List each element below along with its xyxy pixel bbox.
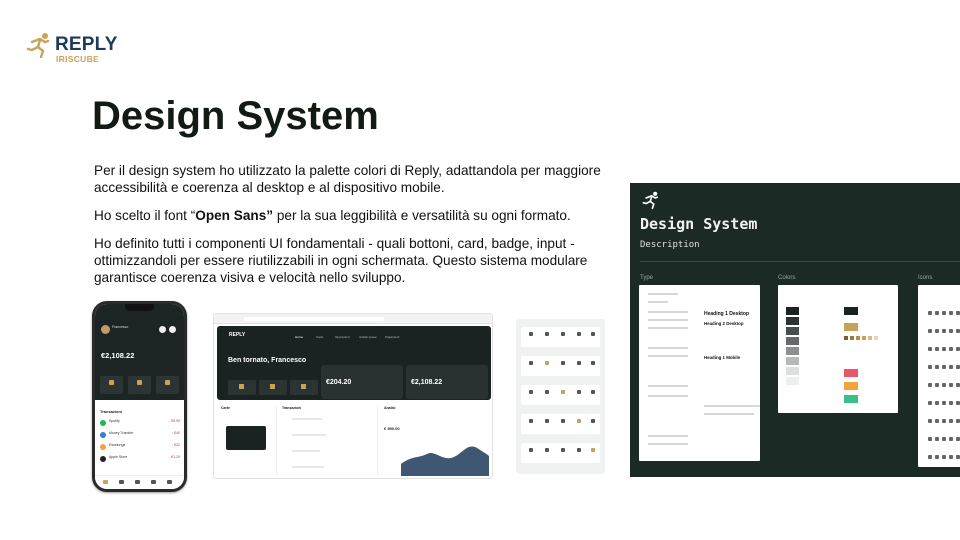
- reply-iriscube-logo: [26, 32, 136, 66]
- runner-logo-icon: [642, 190, 660, 210]
- account-card: [321, 365, 403, 399]
- action-request-button: [156, 376, 179, 394]
- page-title: Design System: [92, 94, 379, 138]
- nav-item: Carte: [316, 335, 324, 339]
- mobile-user-name: Francesco: [112, 325, 129, 329]
- color-swatch: [786, 367, 799, 375]
- color-swatch: [862, 336, 866, 340]
- list-item-amount: - €32: [172, 443, 180, 447]
- section-label-type: Type: [640, 275, 654, 281]
- logo-sub-text: IRISCUBE: [56, 54, 100, 64]
- color-swatch: [786, 357, 799, 365]
- color-swatch: [844, 307, 858, 315]
- color-swatch: [786, 337, 799, 345]
- transactions-title: Transazioni: [100, 409, 123, 414]
- color-swatch: [874, 336, 878, 340]
- more-icon: [167, 480, 172, 484]
- nav-item: Pagamenti: [385, 335, 400, 339]
- font-name: Open Sans”: [195, 208, 274, 223]
- components-preview: [516, 319, 605, 474]
- board-title: Design System: [640, 215, 758, 233]
- list-item-name: Apple Store: [109, 455, 128, 459]
- color-swatch-warning: [844, 382, 858, 390]
- runner-logo-icon: [26, 32, 52, 58]
- icons-card: [918, 285, 960, 467]
- avatar: [101, 325, 110, 334]
- account-balance: €2,108.22: [411, 379, 443, 386]
- color-swatch: [850, 336, 854, 340]
- color-swatch: [786, 377, 799, 385]
- color-swatch: [868, 336, 872, 340]
- description-block: [94, 162, 614, 297]
- mobile-actions: [100, 376, 179, 396]
- list-item-amount: - €1.29: [169, 455, 180, 459]
- tab-bar-component: [521, 385, 600, 405]
- apple-icon: [100, 456, 106, 462]
- quick-action: [228, 380, 256, 395]
- colors-card: [778, 285, 898, 413]
- transfer-icon: [100, 432, 106, 438]
- color-swatch: [844, 336, 848, 340]
- account-balance: €204.20: [326, 379, 352, 386]
- desktop-app-mockup: [213, 313, 493, 479]
- paragraph-font-end: per la sua leggibilità e versatilità su ogni formato.: [273, 208, 571, 223]
- mobile-balance: €2,108.22: [101, 351, 135, 360]
- color-swatch: [786, 347, 799, 355]
- spotify-icon: [100, 420, 106, 426]
- mobile-tab-bar: [95, 475, 184, 489]
- card-icon: [119, 480, 124, 484]
- list-item: [100, 419, 180, 429]
- notification-icon: [159, 326, 166, 333]
- chart-value: € 950.00: [384, 426, 400, 431]
- list-item: [100, 443, 180, 453]
- panel-title: Analisi: [384, 406, 396, 410]
- transaction-line: [292, 466, 324, 468]
- color-swatch: [786, 307, 799, 315]
- area-chart-graphic: [401, 434, 489, 476]
- nav-item: Home: [295, 335, 304, 339]
- nav-item: Operazioni: [335, 335, 350, 339]
- tab-bar-component: [521, 327, 600, 347]
- color-swatch: [844, 323, 858, 331]
- color-swatch: [786, 317, 799, 325]
- list-item: [100, 455, 180, 465]
- account-card: [406, 365, 488, 399]
- color-swatch-error: [844, 369, 858, 377]
- list-item: [100, 431, 180, 441]
- desktop-hero: [217, 326, 491, 400]
- transaction-line: [292, 450, 320, 452]
- mobile-app-mockup: [92, 301, 187, 492]
- color-swatch: [856, 336, 860, 340]
- heading-sample: Heading 2 Desktop: [704, 321, 744, 326]
- paragraph-components: Ho definito tutti i componenti UI fondamentali - quali bottoni, card, badge, input - ottimizzandoli per essere riutilizzabili in ogni schermata. Questo sistema modulare garantisce coerenza visiva e velocità nello sviluppo.: [94, 236, 588, 285]
- chart-icon: [135, 480, 140, 484]
- mobile-header: [95, 304, 184, 400]
- action-send-button: [128, 376, 151, 394]
- paragraph-font-start: Ho scelto il font “: [94, 208, 196, 223]
- list-item-amount: - €9.99: [169, 419, 180, 423]
- store-icon: [100, 444, 106, 450]
- quick-action: [259, 380, 287, 395]
- design-system-board: [630, 183, 960, 477]
- paragraph-font: [94, 207, 614, 224]
- browser-bar: [214, 314, 492, 324]
- settings-icon: [169, 326, 176, 333]
- transaction-line: [292, 418, 322, 420]
- heading-sample: Heading 1 Desktop: [704, 311, 750, 317]
- list-item-name: Money Transfer: [109, 431, 134, 435]
- icon-grid: [926, 303, 960, 467]
- section-label-icons: Icons: [918, 275, 933, 281]
- quick-action: [290, 380, 318, 395]
- divider: [640, 261, 960, 262]
- list-item-name: Esselunga: [109, 443, 126, 447]
- tab-bar-component: [521, 356, 600, 376]
- logo-brand-text: REPLY: [55, 34, 118, 55]
- paragraph-palette: Per il design system ho utilizzato la palette colori di Reply, adattandola per maggiore accessibilità e coerenza al desktop e al dispositivo mobile.: [94, 163, 601, 195]
- operations-icon: [151, 480, 156, 484]
- nav-item: Analisi spese: [359, 335, 377, 339]
- typography-card: [639, 285, 760, 461]
- color-swatch: [786, 327, 799, 335]
- tab-bar-component: [521, 414, 600, 434]
- phone-notch: [125, 304, 154, 311]
- mobile-screen: [95, 304, 184, 489]
- panel-title: Carte: [221, 406, 230, 410]
- transaction-line: [292, 434, 326, 436]
- desktop-logo: REPLY: [229, 332, 246, 338]
- heading-sample: Heading 1 Mobile: [704, 355, 741, 360]
- bank-card: [226, 426, 266, 450]
- tab-bar-component: [521, 443, 600, 463]
- section-label-colors: Colors: [778, 275, 796, 281]
- color-swatch-success: [844, 395, 858, 403]
- board-description: Description: [640, 240, 700, 250]
- url-bar: [244, 317, 384, 321]
- panel-title: Transazioni: [282, 406, 302, 410]
- list-item-name: Spotify: [109, 419, 120, 423]
- home-icon: [103, 480, 108, 484]
- action-card-button: [100, 376, 123, 394]
- desktop-greeting: Ben tornato, Francesco: [228, 357, 307, 364]
- list-item-amount: - €40: [172, 431, 180, 435]
